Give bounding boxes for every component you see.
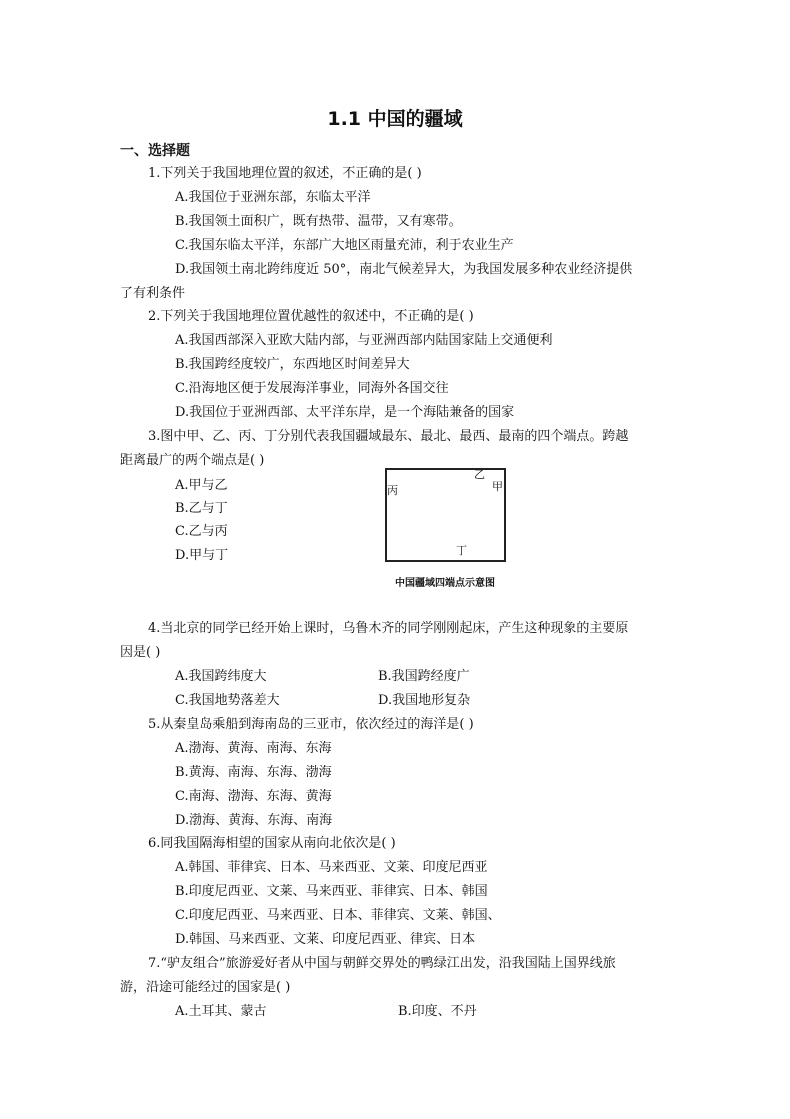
q4-option-b: B.我国跨经度广: [378, 669, 470, 684]
q3-option-d: D.甲与丁: [175, 548, 229, 563]
q2-option-b: B.我国跨经度较广，东西地区时间差异大: [175, 357, 410, 372]
q6-option-b: B.印度尼西亚、文莱、马来西亚、菲律宾、日本、韩国: [175, 884, 488, 899]
q6-option-c: C.印度尼西亚、马来西亚、日本、菲律宾、文莱、韩国、: [175, 908, 501, 923]
question-7-stem-continuation: 游，沿途可能经过的国家是( ): [120, 980, 291, 995]
q6-option-a: A.韩国、菲律宾、日本、马来西亚、文莱、印度尼西亚: [175, 860, 488, 875]
label-west-bing: 丙: [387, 484, 398, 497]
section-heading: 一、选择题: [120, 143, 190, 159]
q1-option-d: D.我国领土南北跨纬度近 50°，南北气候差异大，为我国发展多种农业经济提供: [175, 262, 633, 277]
question-3-stem: 3.图中甲、乙、丙、丁分别代表我国疆域最东、最北、最西、最南的四个端点。跨越: [148, 429, 629, 444]
q3-option-a: A.甲与乙: [175, 478, 228, 493]
question-4-stem: 4.当北京的同学已经开始上课时，乌鲁木齐的同学刚刚起床，产生这种现象的主要原: [148, 621, 629, 636]
label-south-ding: 丁: [456, 544, 467, 557]
diagram-caption: 中国疆域四端点示意图: [395, 578, 495, 589]
q7-option-b: B.印度、不丹: [398, 1004, 477, 1019]
q4-option-d: D.我国地形复杂: [378, 693, 471, 708]
q3-option-b: B.乙与丁: [175, 501, 228, 516]
diagram-frame: [385, 468, 506, 562]
q6-option-d: D.韩国、马来西亚、文莱、印度尼西亚、律宾、日本: [175, 932, 476, 947]
q4-option-a: A.我国跨纬度大: [175, 669, 267, 684]
q2-option-a: A.我国西部深入亚欧大陆内部，与亚洲西部内陆国家陆上交通便利: [175, 333, 553, 348]
q5-option-c: C.南海、渤海、东海、黄海: [175, 789, 332, 804]
china-extreme-points-diagram: [370, 460, 520, 590]
q1-option-c: C.我国东临太平洋，东部广大地区雨量充沛，利于农业生产: [175, 238, 514, 253]
q3-option-c: C.乙与丙: [175, 524, 228, 539]
q1-option-d-continuation: 了有利条件: [120, 286, 186, 301]
question-5-stem: 5.从秦皇岛乘船到海南岛的三亚市，依次经过的海洋是( ): [148, 717, 474, 732]
q5-option-b: B.黄海、南海、东海、渤海: [175, 765, 332, 780]
label-east-jia: 甲: [492, 480, 503, 493]
question-2-stem: 2.下列关于我国地理位置优越性的叙述中，不正确的是( ): [148, 309, 474, 324]
q1-option-b: B.我国领土面积广，既有热带、温带，又有寒带。: [175, 214, 462, 229]
q4-option-c: C.我国地势落差大: [175, 693, 280, 708]
question-4-stem-continuation: 因是( ): [120, 645, 161, 660]
question-1-stem: 1.下列关于我国地理位置的叙述，不正确的是( ): [148, 166, 422, 181]
q2-option-d: D.我国位于亚洲西部、太平洋东岸，是一个海陆兼备的国家: [175, 405, 515, 420]
label-north-yi: 乙: [474, 468, 485, 481]
q1-option-a: A.我国位于亚洲东部，东临太平洋: [175, 190, 371, 205]
q7-option-a: A.土耳其、蒙古: [175, 1004, 267, 1019]
q5-option-d: D.渤海、黄海、东海、南海: [175, 813, 333, 828]
page-title: 1.1 中国的疆域: [327, 108, 463, 130]
question-6-stem: 6.同我国隔海相望的国家从南向北依次是( ): [148, 836, 396, 851]
q2-option-c: C.沿海地区便于发展海洋事业，同海外各国交往: [175, 381, 449, 396]
question-7-stem: 7.“驴友组合”旅游爱好者从中国与朝鲜交界处的鸭绿江出发，沿我国陆上国界线旅: [148, 956, 616, 971]
question-3-stem-continuation: 距离最广的两个端点是( ): [120, 453, 265, 468]
q5-option-a: A.渤海、黄海、南海、东海: [175, 741, 332, 756]
